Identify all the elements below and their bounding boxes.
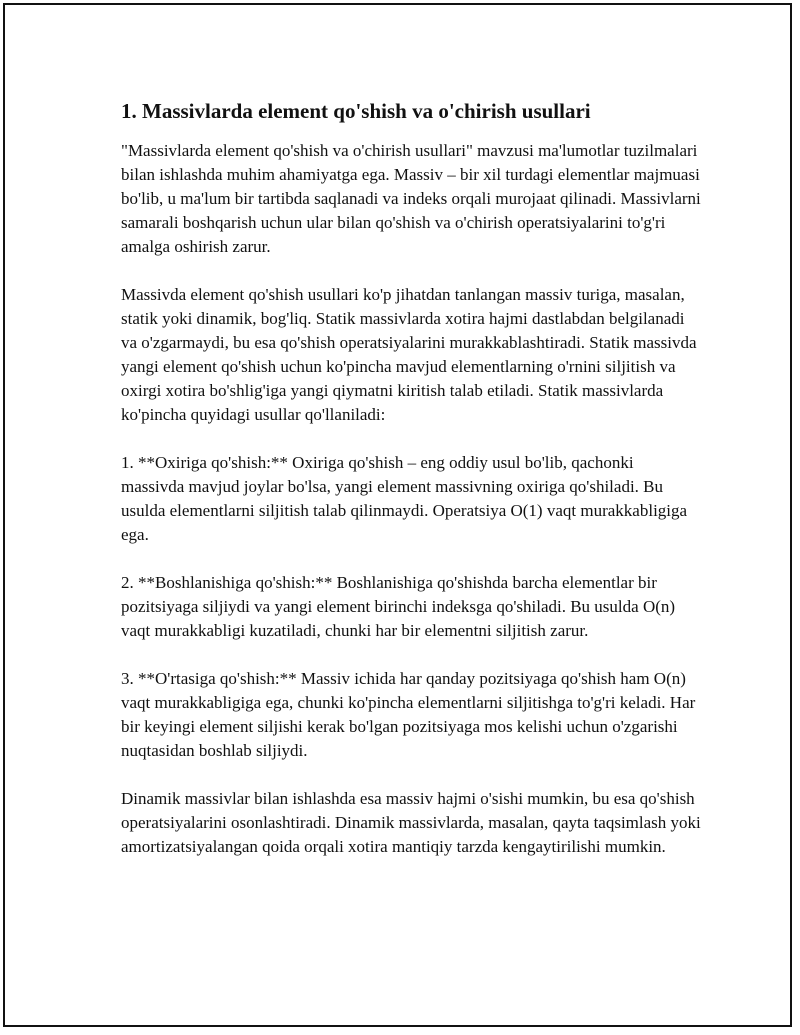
paragraph-intro: "Massivlarda element qo'shish va o'chirish usullari" mavzusi ma'lumotlar tuzilmalari bilan ishlashda muhim ahamiyatga ega. Massiv – bir xil turdagi elementlar majmuasi bo'lib, u ma'lum bir tartibda saqlanadi va indeks orqali murojaat qilinadi. Massivlarni samarali boshqarish uchun ular bilan qo'shish va o'chirish operatsiyalarini to'g'ri amalga oshirish zarur. <box>121 141 701 256</box>
paragraph-insert-middle: 3. **O'rtasiga qo'shish:** Massiv ichida har qanday pozitsiyaga qo'shish ham O(n) vaqt murakkabligiga ega, chunki ko'pincha elementlarni siljitishga to'g'ri keladi. Har bir keyingi element siljishi kerak bo'lgan pozitsiyaga mos kelishi uchun o'zgarishi nuqtasidan boshlab siljiydi. <box>121 669 696 760</box>
document-body <box>121 97 701 883</box>
paragraph-dynamic-arrays: Dinamik massivlar bilan ishlashda esa massiv hajmi o'sishi mumkin, bu esa qo'shish operatsiyalarini osonlashtiradi. Dinamik massivlarda, masalan, qayta taqsimlash yoki amortizatsiyalangan qoida orqali xotira mantiqiy tarzda kengaytirilishi mumkin. <box>121 789 701 856</box>
paragraph-append-end: 1. **Oxiriga qo'shish:** Oxiriga qo'shish – eng oddiy usul bo'lib, qachonki massivda mavjud joylar bo'lsa, yangi element massivning oxiriga qo'shiladi. Bu usulda elementlarni siljitish talab qilinmaydi. Operatsiya O(1) vaqt murakkabligiga ega. <box>121 453 688 544</box>
paragraph-static-arrays: Massivda element qo'shish usullari ko'p jihatdan tanlangan massiv turiga, masalan, statik yoki dinamik, bog'liq. Statik massivlarda xotira hajmi dastlabdan belgilanadi va o'zgarmaydi, bu esa qo'shish operatsiyalarini murakkablashtiradi. Statik massivda yangi element qo'shish uchun ko'pincha mavjud elementlarning o'rnini siljitish va oxirgi xotira bo'shlig'iga yangi qiymatni kiritish talab etiladi. Statik massivlarda ko'pincha quyidagi usullar qo'llaniladi: <box>121 285 697 424</box>
page-title: 1. Massivlarda element qo'shish va o'chirish usullari <box>121 99 591 123</box>
paragraph-insert-beginning: 2. **Boshlanishiga qo'shish:** Boshlanishiga qo'shishda barcha elementlar bir pozitsiyaga siljiydi va yangi element birinchi indeksga qo'shiladi. Bu usulda O(n) vaqt murakkabligi kuzatiladi, chunki har bir elementni siljitish zarur. <box>121 573 676 640</box>
page-frame <box>3 3 792 1027</box>
